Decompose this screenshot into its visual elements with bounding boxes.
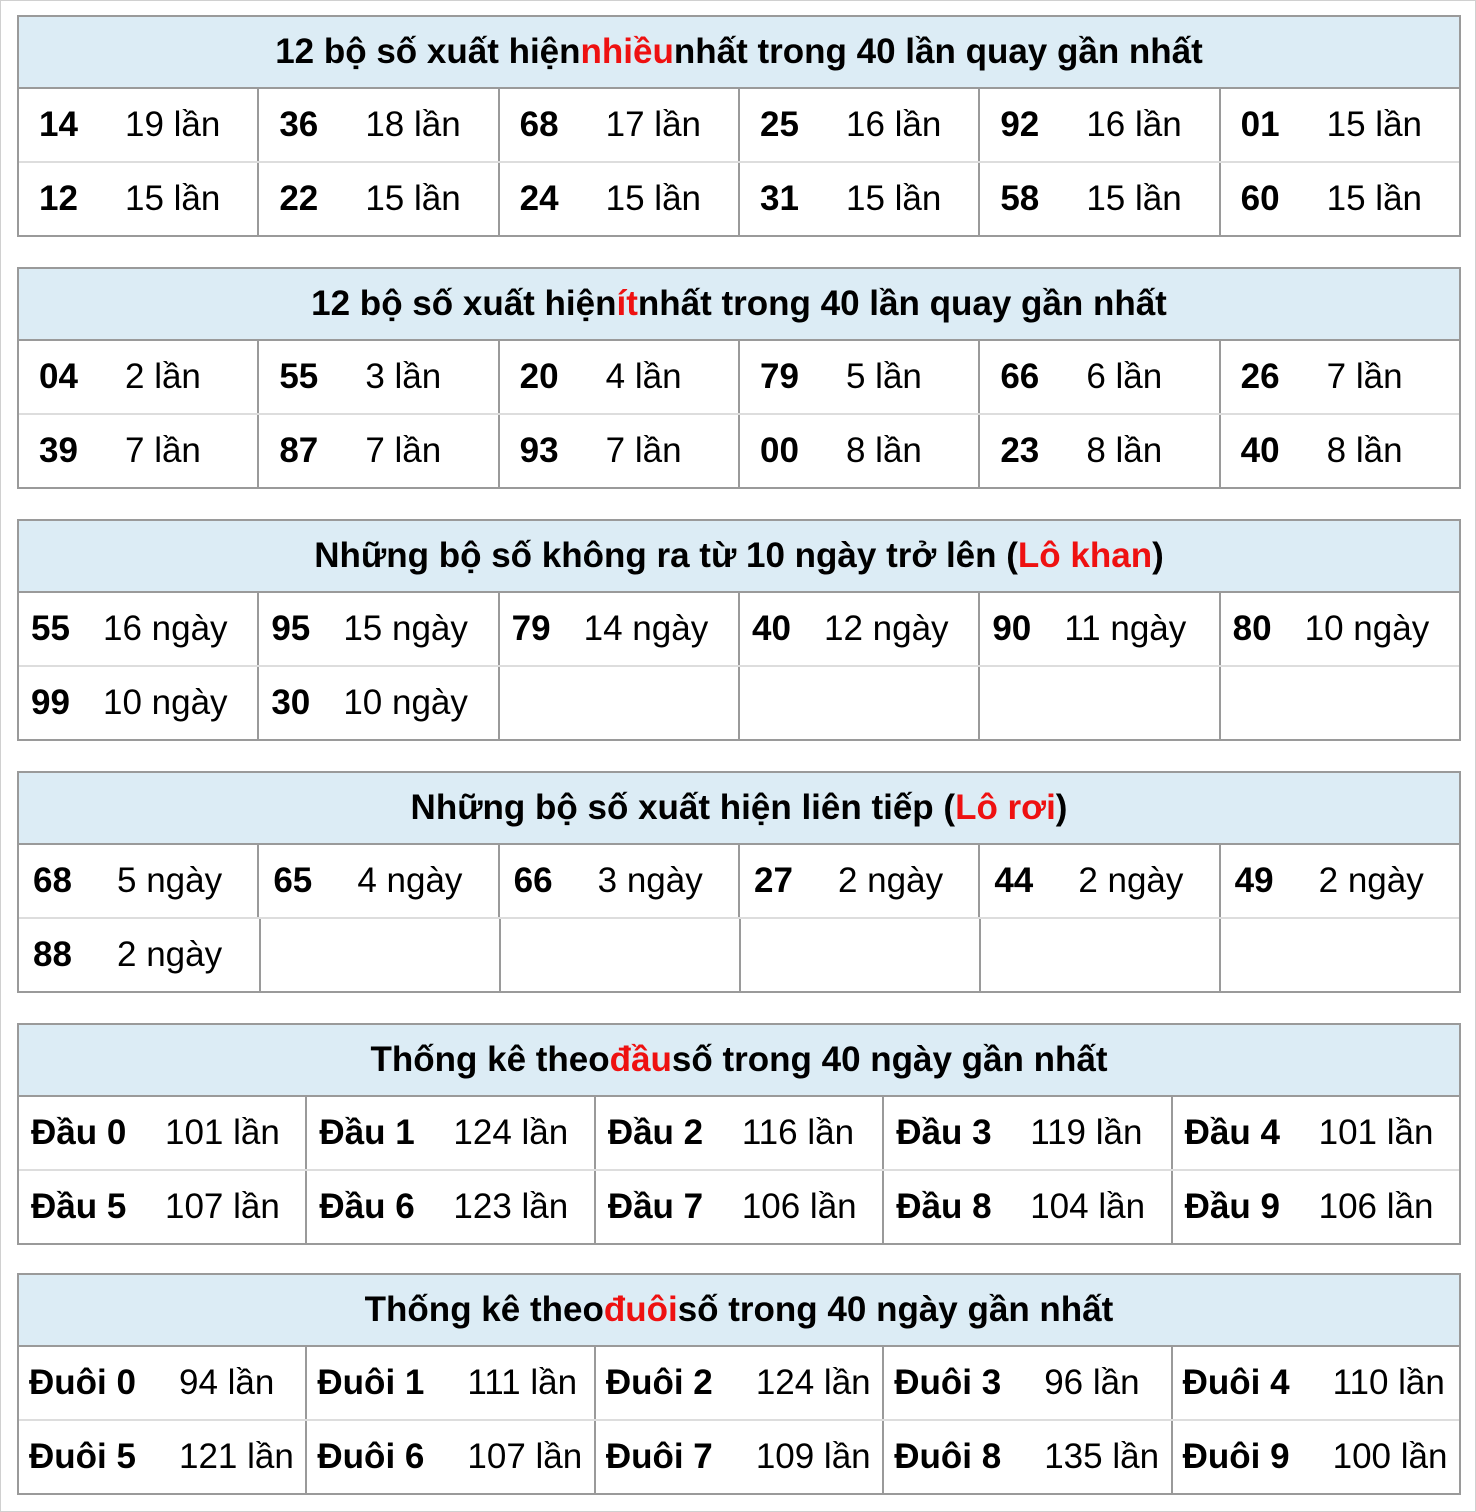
lottery-number: 87 — [279, 431, 319, 470]
count-value: 110 lần — [1332, 1363, 1445, 1402]
stat-cell — [19, 1347, 305, 1419]
stat-cell — [738, 341, 978, 413]
title-highlight: Lô rơi — [955, 788, 1056, 827]
title-text: Những bộ số xuất hiện liên tiếp ( — [410, 788, 956, 827]
empty-cell — [979, 919, 1219, 991]
title-highlight: ít — [616, 284, 638, 323]
stat-cell — [978, 163, 1218, 235]
title-highlight: Lô khan — [1017, 536, 1153, 575]
count-value: 94 lần — [179, 1363, 275, 1402]
count-value: 7 lần — [605, 431, 682, 470]
title-text: 12 bộ số xuất hiện — [275, 32, 581, 71]
tail-digit-label: Đuôi 3 — [894, 1363, 1002, 1402]
stat-cell — [498, 415, 738, 487]
stat-cell — [19, 667, 257, 739]
stat-cell — [19, 1097, 305, 1169]
table-row — [19, 845, 1459, 917]
tail-digit-label: Đuôi 6 — [317, 1437, 425, 1476]
lottery-number: 30 — [271, 683, 311, 722]
title-highlight: đầu — [609, 1040, 672, 1079]
tail-digit-label: Đuôi 0 — [29, 1363, 136, 1402]
count-value: 15 lần — [1326, 105, 1423, 144]
empty-cell — [738, 667, 978, 739]
stat-cell — [594, 1171, 882, 1243]
count-value: 8 lần — [1326, 431, 1403, 470]
empty-cell — [739, 919, 979, 991]
count-value: 107 lần — [165, 1187, 280, 1226]
title-text: 12 bộ số xuất hiện — [311, 284, 617, 323]
lo-roi-table — [17, 771, 1461, 993]
lottery-number: 26 — [1240, 357, 1280, 396]
title-text: ) — [1152, 536, 1164, 575]
section-title — [19, 521, 1459, 593]
most-frequent-table — [17, 15, 1461, 237]
stat-cell — [1171, 1097, 1459, 1169]
title-highlight: nhiều — [580, 32, 674, 71]
stat-cell — [305, 1097, 593, 1169]
stat-cell — [305, 1171, 593, 1243]
lottery-number: 79 — [511, 609, 551, 648]
days-value: 11 ngày — [1064, 609, 1187, 648]
stat-cell — [1219, 845, 1459, 917]
dau-stats-table — [17, 1023, 1461, 1245]
days-value: 2 ngày — [1318, 861, 1424, 900]
count-value: 5 lần — [845, 357, 922, 396]
count-value: 123 lần — [453, 1187, 569, 1226]
stat-cell — [1219, 593, 1459, 665]
stat-cell — [1171, 1421, 1459, 1493]
lottery-number: 36 — [279, 105, 319, 144]
lo-khan-table — [17, 519, 1461, 741]
title-text: ) — [1055, 788, 1068, 827]
tail-digit-label: Đuôi 9 — [1182, 1437, 1290, 1476]
lottery-number: 00 — [759, 431, 799, 470]
stat-cell — [882, 1347, 1170, 1419]
empty-cell — [498, 667, 738, 739]
table-row — [19, 341, 1459, 413]
count-value: 106 lần — [741, 1187, 857, 1226]
lottery-number: 93 — [519, 431, 559, 470]
count-value: 15 lần — [125, 179, 221, 218]
count-value: 17 lần — [605, 105, 702, 144]
days-value: 14 ngày — [583, 609, 709, 648]
stat-cell — [1219, 163, 1459, 235]
lottery-number: 39 — [39, 431, 78, 470]
stat-cell — [738, 163, 978, 235]
count-value: 8 lần — [845, 431, 922, 470]
head-digit-label: Đầu 3 — [896, 1113, 992, 1152]
tail-digit-label: Đuôi 5 — [29, 1437, 136, 1476]
stat-cell — [257, 341, 497, 413]
empty-cell — [499, 919, 739, 991]
head-digit-label: Đầu 2 — [607, 1113, 704, 1152]
lottery-number: 25 — [759, 105, 799, 144]
lottery-number: 12 — [39, 179, 78, 218]
tail-digit-label: Đuôi 2 — [605, 1363, 713, 1402]
stat-cell — [594, 1347, 882, 1419]
tail-digit-label: Đuôi 4 — [1182, 1363, 1290, 1402]
lottery-number: 80 — [1232, 609, 1272, 648]
empty-cell — [259, 919, 499, 991]
days-value: 2 ngày — [1078, 861, 1184, 900]
stat-cell — [257, 415, 497, 487]
stat-cell — [1219, 415, 1459, 487]
lottery-number: 40 — [1240, 431, 1280, 470]
lottery-number: 01 — [1240, 105, 1280, 144]
stat-cell — [978, 89, 1218, 161]
stat-cell — [738, 593, 978, 665]
section-title — [19, 773, 1459, 845]
lottery-number: 14 — [39, 105, 78, 144]
lottery-number: 27 — [753, 861, 793, 900]
head-digit-label: Đầu 8 — [896, 1187, 992, 1226]
stat-cell — [19, 163, 257, 235]
count-value: 107 lần — [467, 1437, 583, 1476]
table-row — [19, 917, 1459, 991]
head-digit-label: Đầu 1 — [319, 1113, 415, 1152]
count-value: 109 lần — [755, 1437, 871, 1476]
head-digit-label: Đầu 9 — [1184, 1187, 1280, 1226]
days-value: 3 ngày — [597, 861, 703, 900]
count-value: 15 lần — [845, 179, 942, 218]
stat-cell — [19, 845, 257, 917]
table-row — [19, 1097, 1459, 1169]
lottery-number: 58 — [1000, 179, 1040, 218]
lottery-number: 66 — [513, 861, 553, 900]
table-row — [19, 89, 1459, 161]
title-text: số trong 40 ngày gần nhất — [677, 1290, 1114, 1329]
count-value: 124 lần — [755, 1363, 871, 1402]
stat-cell — [19, 341, 257, 413]
count-value: 15 lần — [365, 179, 461, 218]
count-value: 104 lần — [1030, 1187, 1146, 1226]
count-value: 106 lần — [1318, 1187, 1434, 1226]
empty-cell — [1219, 667, 1459, 739]
stat-cell — [257, 593, 497, 665]
stat-cell — [19, 89, 257, 161]
days-value: 10 ngày — [103, 683, 228, 722]
stat-cell — [882, 1171, 1170, 1243]
head-digit-label: Đầu 0 — [31, 1113, 127, 1152]
title-text: nhất trong 40 lần quay gần nhất — [637, 284, 1167, 323]
lottery-number: 68 — [33, 861, 72, 900]
count-value: 7 lần — [365, 431, 442, 470]
stat-cell — [738, 845, 978, 917]
count-value: 111 lần — [467, 1363, 578, 1402]
count-value: 16 lần — [1086, 105, 1182, 144]
stat-cell — [257, 845, 497, 917]
lottery-number: 92 — [1000, 105, 1040, 144]
stat-cell — [257, 667, 497, 739]
lottery-number: 90 — [992, 609, 1032, 648]
empty-cell — [1219, 919, 1459, 991]
head-digit-label: Đầu 6 — [319, 1187, 415, 1226]
lottery-number: 23 — [1000, 431, 1040, 470]
count-value: 7 lần — [125, 431, 201, 470]
count-value: 8 lần — [1086, 431, 1163, 470]
count-value: 135 lần — [1044, 1437, 1160, 1476]
count-value: 4 lần — [605, 357, 682, 396]
lottery-number: 66 — [1000, 357, 1040, 396]
lottery-number: 22 — [279, 179, 319, 218]
lottery-number: 49 — [1234, 861, 1274, 900]
stat-cell — [1219, 89, 1459, 161]
lottery-number: 55 — [31, 609, 70, 648]
count-value: 100 lần — [1332, 1437, 1448, 1476]
stat-cell — [1171, 1347, 1459, 1419]
stat-cell — [19, 919, 259, 991]
count-value: 15 lần — [1086, 179, 1182, 218]
stat-cell — [978, 341, 1218, 413]
lottery-number: 60 — [1240, 179, 1280, 218]
days-value: 12 ngày — [823, 609, 949, 648]
lottery-number: 04 — [39, 357, 78, 396]
stat-cell — [738, 89, 978, 161]
lottery-number: 24 — [519, 179, 559, 218]
lottery-number: 40 — [751, 609, 791, 648]
table-row — [19, 665, 1459, 739]
stat-cell — [498, 845, 738, 917]
stat-cell — [978, 593, 1218, 665]
empty-cell — [978, 667, 1218, 739]
stat-cell — [498, 593, 738, 665]
stat-cell — [498, 163, 738, 235]
count-value: 96 lần — [1044, 1363, 1140, 1402]
lottery-number: 20 — [519, 357, 559, 396]
count-value: 15 lần — [605, 179, 702, 218]
tail-digit-label: Đuôi 7 — [605, 1437, 713, 1476]
count-value: 3 lần — [365, 357, 442, 396]
stat-cell — [257, 89, 497, 161]
lottery-number: 88 — [33, 935, 72, 974]
count-value: 124 lần — [453, 1113, 569, 1152]
count-value: 16 lần — [845, 105, 942, 144]
stat-cell — [882, 1097, 1170, 1169]
title-text: nhất trong 40 lần quay gần nhất — [673, 32, 1203, 71]
stat-cell — [978, 845, 1218, 917]
section-title — [19, 269, 1459, 341]
lottery-number: 68 — [519, 105, 559, 144]
stat-cell — [19, 1421, 305, 1493]
least-frequent-table — [17, 267, 1461, 489]
tail-digit-label: Đuôi 1 — [317, 1363, 425, 1402]
days-value: 5 ngày — [117, 861, 223, 900]
count-value: 6 lần — [1086, 357, 1163, 396]
stat-cell — [305, 1347, 593, 1419]
stat-cell — [19, 1171, 305, 1243]
stat-cell — [594, 1097, 882, 1169]
table-row — [19, 161, 1459, 235]
days-value: 2 ngày — [837, 861, 944, 900]
head-digit-label: Đầu 7 — [607, 1187, 704, 1226]
count-value: 101 lần — [165, 1113, 280, 1152]
section-title — [19, 1275, 1459, 1347]
lottery-number: 79 — [759, 357, 799, 396]
lottery-number: 31 — [759, 179, 799, 218]
days-value: 15 ngày — [343, 609, 468, 648]
stat-cell — [498, 341, 738, 413]
section-title — [19, 1025, 1459, 1097]
head-digit-label: Đầu 4 — [1184, 1113, 1280, 1152]
count-value: 119 lần — [1030, 1113, 1143, 1152]
count-value: 121 lần — [179, 1437, 294, 1476]
title-text: Thống kê theo — [364, 1290, 604, 1329]
stat-cell — [594, 1421, 882, 1493]
days-value: 2 ngày — [117, 935, 223, 974]
stat-cell — [978, 415, 1218, 487]
title-text: số trong 40 ngày gần nhất — [671, 1040, 1108, 1079]
stat-cell — [305, 1421, 593, 1493]
lottery-number: 95 — [271, 609, 311, 648]
days-value: 4 ngày — [357, 861, 463, 900]
stat-cell — [1171, 1171, 1459, 1243]
title-text: Thống kê theo — [370, 1040, 610, 1079]
stat-cell — [19, 415, 257, 487]
days-value: 10 ngày — [1304, 609, 1430, 648]
days-value: 16 ngày — [103, 609, 228, 648]
section-title — [19, 17, 1459, 89]
stat-cell — [19, 593, 257, 665]
count-value: 15 lần — [1326, 179, 1423, 218]
stat-cell — [738, 415, 978, 487]
table-row — [19, 413, 1459, 487]
count-value: 18 lần — [365, 105, 461, 144]
lottery-number: 65 — [273, 861, 313, 900]
count-value: 116 lần — [741, 1113, 855, 1152]
lottery-number: 44 — [994, 861, 1034, 900]
stat-cell — [498, 89, 738, 161]
stat-cell — [1219, 341, 1459, 413]
head-digit-label: Đầu 5 — [31, 1187, 127, 1226]
lottery-number: 99 — [31, 683, 70, 722]
count-value: 101 lần — [1318, 1113, 1434, 1152]
lottery-number: 55 — [279, 357, 319, 396]
count-value: 2 lần — [125, 357, 201, 396]
duoi-stats-table — [17, 1273, 1461, 1495]
stat-cell — [257, 163, 497, 235]
stat-cell — [882, 1421, 1170, 1493]
days-value: 10 ngày — [343, 683, 468, 722]
title-highlight: đuôi — [603, 1290, 678, 1329]
count-value: 7 lần — [1326, 357, 1403, 396]
table-row — [19, 593, 1459, 665]
table-row — [19, 1419, 1459, 1493]
table-row — [19, 1347, 1459, 1419]
count-value: 19 lần — [125, 105, 221, 144]
tail-digit-label: Đuôi 8 — [894, 1437, 1002, 1476]
table-row — [19, 1169, 1459, 1243]
title-text: Những bộ số không ra từ 10 ngày trở lên ( — [314, 536, 1018, 575]
